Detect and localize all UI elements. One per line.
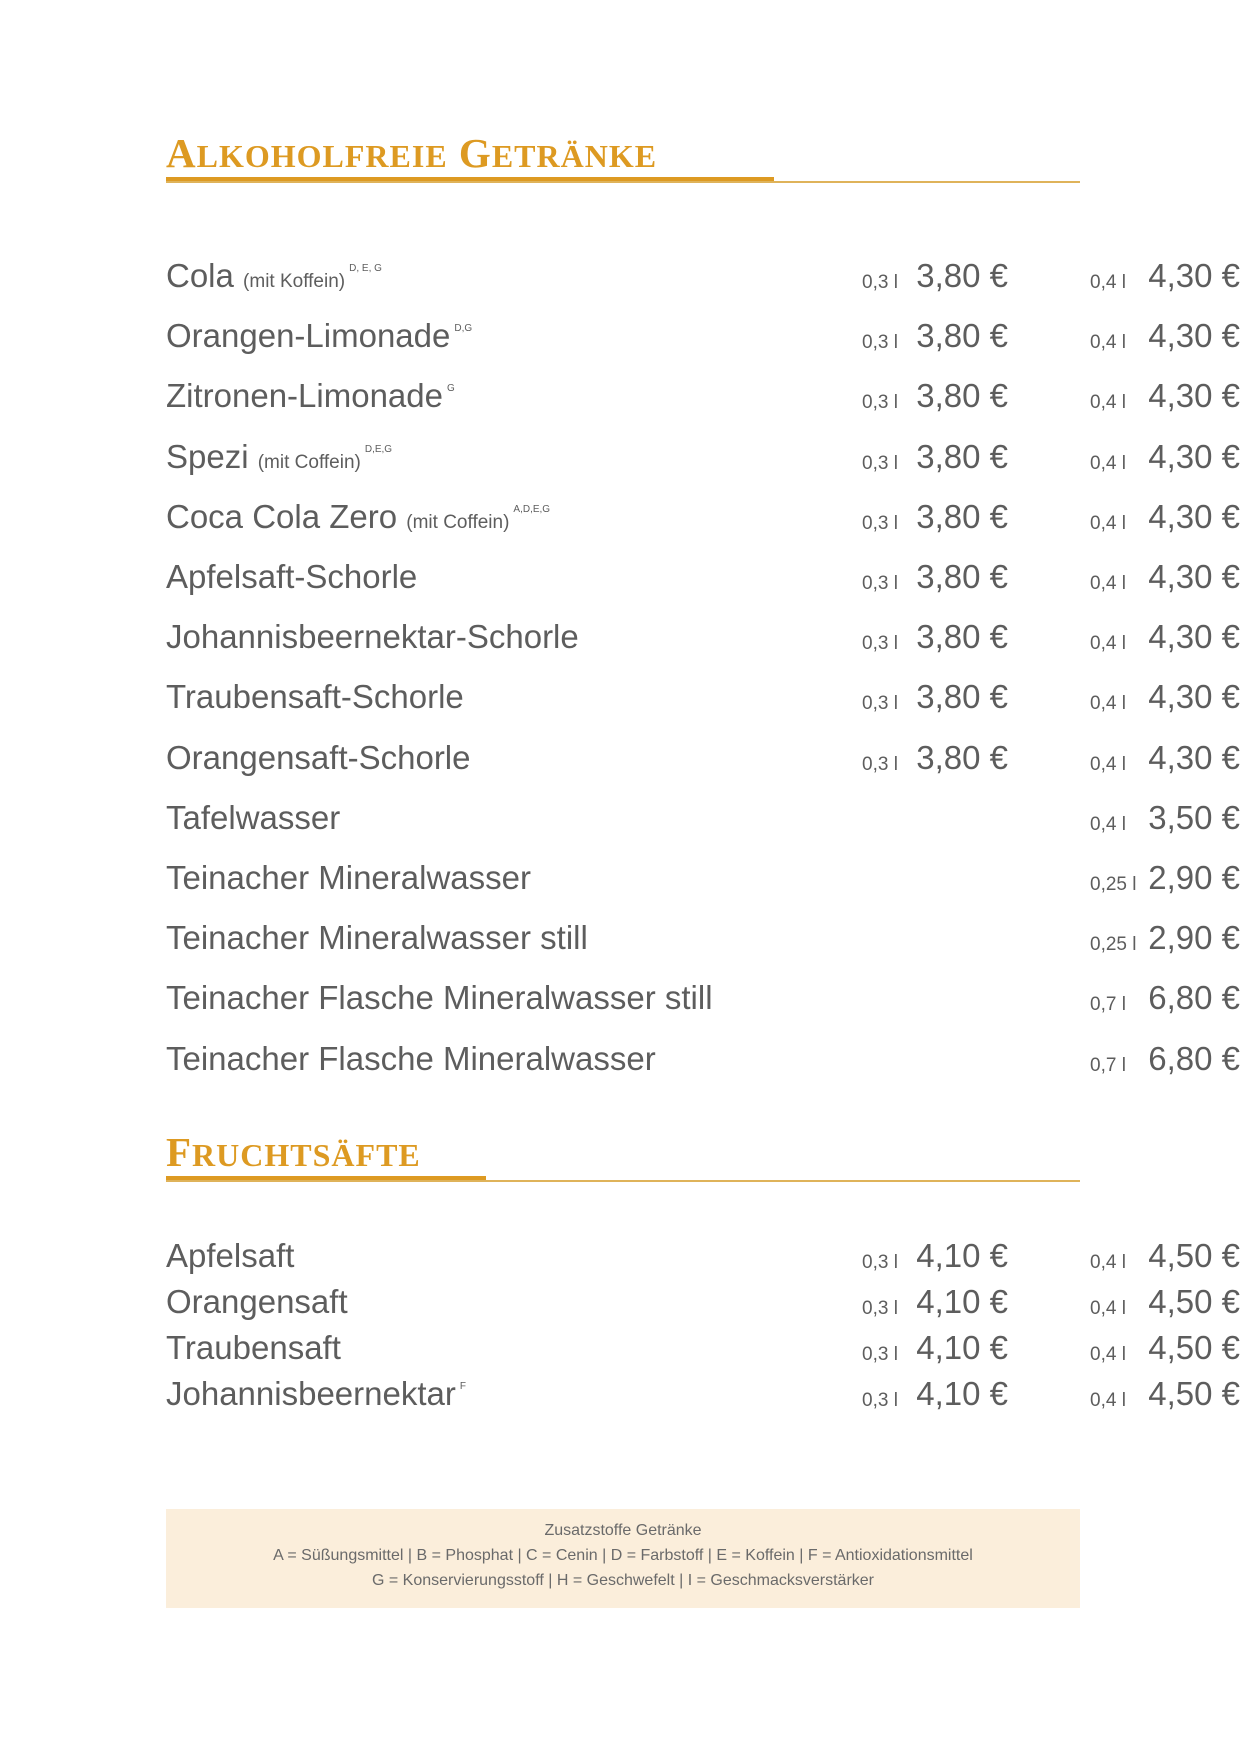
item-name-line xyxy=(166,1039,656,1077)
size-large: 0,4 l xyxy=(1090,392,1126,414)
price-large-value: 4,30 € xyxy=(1148,738,1240,776)
price-large xyxy=(928,860,1240,894)
price-small-value: 3,80 € xyxy=(916,738,1008,776)
size-small: 0,3 l xyxy=(862,573,898,594)
price-small-value: 3,80 € xyxy=(916,257,1008,294)
legend-line-2: G = Konservierungsstoff | H = Geschwefelt | I = Geschmacksverstärker xyxy=(372,1572,874,1589)
item-name-line xyxy=(166,919,588,957)
legend-line-1: A = Süßungsmittel | B = Phosphat | C = Cenin | D = Farbstoff | E = Koffein | F = Antioxidationsmittel xyxy=(273,1547,973,1564)
item-name: Johannisbeernektar-Schorle xyxy=(166,618,579,656)
item-name: Tafelwasser xyxy=(166,798,341,836)
item-name-line xyxy=(166,497,551,535)
menu-item xyxy=(166,433,1240,477)
section-title xyxy=(166,1129,1080,1175)
section-header-fruchtsaefte xyxy=(166,1129,1080,1184)
item-name: Orangen-Limonade xyxy=(166,317,451,355)
item-name-line xyxy=(166,259,382,292)
item-name-line xyxy=(166,798,341,836)
menu-item xyxy=(166,1324,1240,1368)
menu-item xyxy=(166,974,1240,1018)
item-additives: D,G xyxy=(454,323,473,335)
price-large-value: 4,30 € xyxy=(1148,437,1240,475)
price-large-value: 4,30 € xyxy=(1148,257,1240,294)
menu-item xyxy=(166,1232,1240,1276)
legend-title: Zusatzstoffe Getränke xyxy=(544,1522,702,1539)
size-large: 0,4 l xyxy=(1090,272,1126,293)
size-large: 0,4 l xyxy=(1090,1298,1126,1319)
title-underline-thin xyxy=(166,181,1080,183)
size-small: 0,3 l xyxy=(862,1252,898,1273)
price-large-value: 4,50 € xyxy=(1148,1329,1240,1366)
item-name: Teinacher Mineralwasser xyxy=(166,859,531,896)
price-small-value: 3,80 € xyxy=(916,437,1008,475)
item-additives: G xyxy=(447,383,455,395)
title-underline-thin xyxy=(166,1180,1080,1182)
menu-item xyxy=(166,1370,1240,1414)
additives-legend xyxy=(166,1509,1080,1608)
size-small: 0,3 l xyxy=(862,272,898,293)
item-name-line xyxy=(166,738,471,776)
item-name-line xyxy=(166,560,417,593)
title-rest-2: ETRÄNKE xyxy=(491,138,658,174)
size-small: 0,3 l xyxy=(862,452,898,474)
price-small-value: 3,80 € xyxy=(916,618,1008,656)
menu-item xyxy=(166,252,1240,296)
price-small-value: 3,80 € xyxy=(916,678,1008,716)
size-large: 0,4 l xyxy=(1090,573,1126,594)
price-large-value: 4,30 € xyxy=(1148,678,1240,716)
menu-item xyxy=(166,493,1240,537)
item-name: Traubensaft-Schorle xyxy=(166,678,464,716)
price-large xyxy=(928,678,1240,716)
price-large xyxy=(928,559,1240,593)
price-small-value: 4,10 € xyxy=(916,1283,1008,1320)
item-name: Orangensaft-Schorle xyxy=(166,738,471,776)
item-name-line xyxy=(166,1377,466,1410)
item-note: (mit Koffein) xyxy=(243,271,346,292)
price-large-value: 3,50 € xyxy=(1148,798,1240,836)
size-small: 0,3 l xyxy=(862,1344,898,1365)
size-small: 0,3 l xyxy=(862,512,898,534)
menu-item xyxy=(166,553,1240,597)
price-small-value: 3,80 € xyxy=(916,497,1008,535)
price-small-value: 3,80 € xyxy=(916,558,1008,595)
menu-item xyxy=(166,613,1240,657)
section-header-alkoholfreie-getraenke xyxy=(166,130,1080,185)
price-small-value: 3,80 € xyxy=(916,377,1008,415)
size-small: 0,3 l xyxy=(862,753,898,775)
item-name-line xyxy=(166,437,393,475)
price-small-value: 4,10 € xyxy=(916,1237,1008,1274)
item-note: (mit Coffein) xyxy=(406,511,510,533)
item-additives: A,D,E,G xyxy=(513,503,551,515)
item-name-line xyxy=(166,377,455,415)
item-name: Traubensaft xyxy=(166,1329,341,1366)
price-large-value: 2,90 € xyxy=(1148,859,1240,896)
price-large xyxy=(928,1376,1240,1410)
price-large-value: 4,50 € xyxy=(1148,1237,1240,1274)
item-additives: F xyxy=(459,1381,466,1392)
item-name: Apfelsaft xyxy=(166,1237,295,1274)
price-large-value: 4,30 € xyxy=(1148,558,1240,595)
menu-item xyxy=(166,794,1240,838)
item-name-line xyxy=(166,1285,348,1318)
menu-item xyxy=(166,673,1240,717)
item-name-line xyxy=(166,979,713,1017)
price-large-value: 4,30 € xyxy=(1148,618,1240,656)
title-initial: F xyxy=(166,1129,193,1175)
title-initial-2: G xyxy=(458,130,492,176)
menu-item xyxy=(166,1035,1240,1079)
size-small: 0,3 l xyxy=(862,392,898,414)
item-name: Cola xyxy=(166,257,234,294)
item-additives: D, E, G xyxy=(349,263,382,274)
menu-item xyxy=(166,914,1240,958)
price-large xyxy=(928,258,1240,292)
item-name: Spezi xyxy=(166,437,249,475)
price-large xyxy=(928,1330,1240,1364)
size-large: 0,4 l xyxy=(1090,512,1126,534)
price-large-value: 6,80 € xyxy=(1148,979,1240,1017)
price-large-value: 4,30 € xyxy=(1148,497,1240,535)
price-large xyxy=(928,740,1240,774)
size-large: 0,4 l xyxy=(1090,1390,1126,1411)
item-note: (mit Coffein) xyxy=(257,451,361,473)
size-small: 0,3 l xyxy=(862,693,898,715)
item-name-line xyxy=(166,317,473,355)
price-large xyxy=(928,800,1240,834)
size-small: 0,3 l xyxy=(862,633,898,655)
size-small: 0,3 l xyxy=(862,1298,898,1319)
price-large xyxy=(928,618,1240,656)
size-large: 0,4 l xyxy=(1090,753,1126,775)
price-small-value: 4,10 € xyxy=(916,1329,1008,1366)
item-name: Teinacher Flasche Mineralwasser xyxy=(166,1039,656,1077)
menu-item xyxy=(166,734,1240,778)
item-additives: D,E,G xyxy=(364,443,393,455)
menu-item xyxy=(166,1278,1240,1322)
price-small-value: 4,10 € xyxy=(916,1375,1008,1412)
item-name: Teinacher Mineralwasser still xyxy=(166,919,588,957)
title-rest: RUCHTSÄFTE xyxy=(192,1137,421,1173)
size-large: 0,4 l xyxy=(1090,1344,1126,1365)
section-title xyxy=(166,130,1080,176)
price-large-value: 2,90 € xyxy=(1148,919,1240,957)
price-large-value: 4,50 € xyxy=(1148,1375,1240,1412)
size-large: 0,25 l xyxy=(1090,874,1137,895)
price-large-value: 6,80 € xyxy=(1148,1039,1240,1077)
item-name-line xyxy=(166,861,531,894)
size-large: 0,7 l xyxy=(1090,994,1126,1016)
title-initial: A xyxy=(166,130,197,176)
price-large-value: 4,30 € xyxy=(1148,377,1240,415)
menu-item xyxy=(166,854,1240,898)
item-name: Johannisbeernektar xyxy=(166,1375,456,1412)
size-large: 0,25 l xyxy=(1090,934,1137,956)
menu-item xyxy=(166,312,1240,356)
item-name: Apfelsaft-Schorle xyxy=(166,558,418,595)
price-small-value: 3,80 € xyxy=(916,317,1008,355)
price-large xyxy=(928,439,1240,473)
price-large xyxy=(928,1284,1240,1318)
price-large xyxy=(928,919,1240,957)
item-name: Coca Cola Zero xyxy=(166,497,398,535)
price-large xyxy=(928,317,1240,355)
price-large xyxy=(928,1238,1240,1272)
price-large xyxy=(928,979,1240,1017)
price-large-value: 4,50 € xyxy=(1148,1283,1240,1320)
item-name: Teinacher Flasche Mineralwasser still xyxy=(166,979,713,1017)
item-name: Zitronen-Limonade xyxy=(166,377,443,415)
price-large-value: 4,30 € xyxy=(1148,317,1240,355)
size-small: 0,3 l xyxy=(862,332,898,354)
item-name-line xyxy=(166,678,464,716)
size-large: 0,4 l xyxy=(1090,633,1126,655)
size-large: 0,7 l xyxy=(1090,1054,1126,1076)
size-small: 0,3 l xyxy=(862,1390,898,1411)
item-name-line xyxy=(166,1239,294,1272)
price-large xyxy=(928,1041,1240,1075)
price-large xyxy=(928,499,1240,533)
menu-item xyxy=(166,372,1240,416)
title-rest: LKOHOLFREIE xyxy=(196,138,448,174)
size-large: 0,4 l xyxy=(1090,813,1126,835)
item-name-line xyxy=(166,1331,341,1364)
size-large: 0,4 l xyxy=(1090,1252,1126,1273)
item-name-line xyxy=(166,618,579,656)
item-name: Orangensaft xyxy=(166,1283,348,1320)
price-large xyxy=(928,377,1240,415)
size-large: 0,4 l xyxy=(1090,693,1126,715)
size-large: 0,4 l xyxy=(1090,332,1126,354)
size-large: 0,4 l xyxy=(1090,452,1126,474)
